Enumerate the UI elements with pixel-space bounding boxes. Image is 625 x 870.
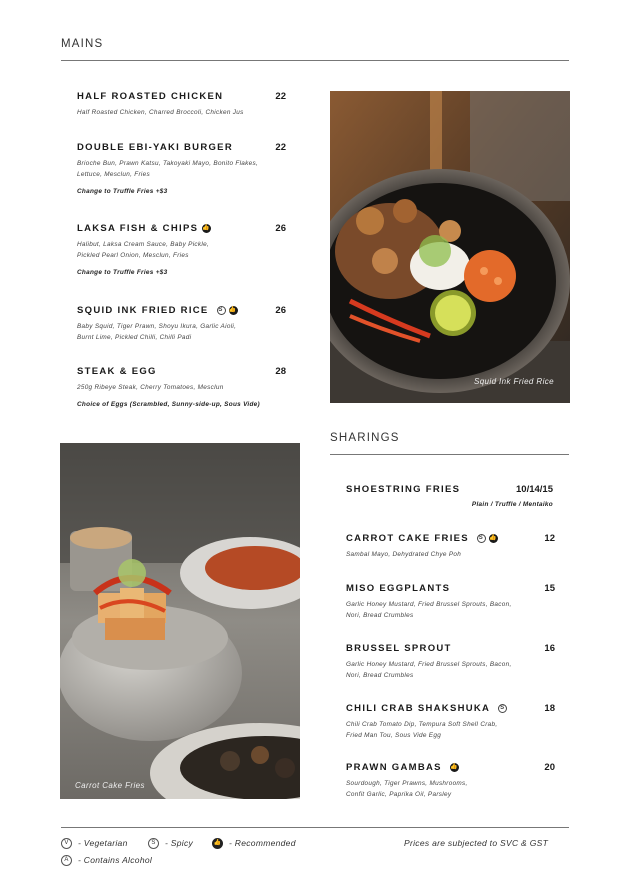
item-desc: Garlic Honey Mustard, Fried Brussel Sprouts, Bacon, Nori, Bread Crumbles: [346, 661, 512, 679]
carrot-cake-photo: [60, 443, 300, 799]
item-note: Change to Truffle Fries +$3: [77, 188, 168, 195]
item-name: DOUBLE EBI-YAKI BURGER: [77, 142, 233, 153]
item-name: STEAK & EGG: [77, 366, 157, 377]
carrot-cake-image: [60, 443, 300, 799]
item-desc: Sambal Mayo, Dehydrated Chye Poh: [346, 551, 462, 558]
item-price: 10/14/15: [516, 484, 553, 495]
legend-vegetarian: V - Vegetarian: [61, 838, 128, 849]
item-name: CHILI CRAB SHAKSHUKA S: [346, 703, 506, 714]
item-desc: Sourdough, Tiger Prawns, Mushrooms, Confit Garlic, Paprika Oil, Parsley: [346, 780, 468, 798]
squid-ink-rice-image: [330, 91, 570, 403]
prices-note: Prices are subjected to SVC & GST: [404, 838, 549, 848]
menu-item: [77, 305, 286, 343]
item-price: 18: [544, 703, 555, 714]
recommended-icon: 👍: [489, 534, 498, 541]
item-desc: Baby Squid, Tiger Prawn, Shoyu Ikura, Garlic Aioli, Burnt Lime, Pickled Chilli, Chilli Padi: [77, 323, 237, 341]
item-name: BRUSSEL SPROUT: [346, 643, 452, 654]
spicy-icon: S: [218, 306, 224, 313]
item-price: 16: [544, 643, 555, 654]
photo-caption: Carrot Cake Fries: [75, 781, 145, 790]
recommended-icon: 👍: [212, 838, 223, 849]
item-price: 22: [275, 91, 286, 102]
legend-spicy: S - Spicy: [148, 838, 193, 849]
item-name: MISO EGGPLANTS: [346, 583, 451, 594]
menu-item: [77, 142, 286, 195]
recommended-icon: 👍: [202, 224, 212, 231]
item-name: HALF ROASTED CHICKEN: [77, 91, 224, 102]
item-price: 28: [275, 366, 286, 377]
mains-rule: [61, 60, 569, 61]
item-price: 15: [544, 583, 555, 594]
alcohol-icon: A: [61, 855, 72, 866]
item-desc: Brioche Bun, Prawn Katsu, Takoyaki Mayo, Bonito Flakes, Lettuce, Mesclun, Fries: [77, 160, 259, 178]
legend-recommended: 👍 - Recommended: [213, 838, 296, 848]
spicy-icon: S: [500, 704, 506, 711]
menu-item: [346, 643, 555, 681]
photo-caption: Squid Ink Fried Rice: [473, 377, 554, 386]
mains-title: MAINS: [61, 38, 104, 50]
recommended-icon: 👍: [228, 306, 238, 313]
footer-rule: [61, 827, 569, 828]
spicy-icon: S: [478, 534, 485, 541]
item-price: 26: [275, 305, 286, 316]
item-price: 12: [544, 533, 555, 544]
spicy-icon: S: [148, 838, 159, 849]
item-note: Choice of Eggs (Scrambled, Sunny-side-up, Sous Vide): [77, 401, 260, 408]
item-desc: Half Roasted Chicken, Charred Broccoli, Chicken Jus: [77, 109, 244, 116]
item-name: LAKSA FISH & CHIPS 👍: [77, 223, 212, 234]
item-name: SQUID INK FRIED RICE S 👍: [77, 305, 238, 316]
menu-item: [346, 484, 553, 508]
item-name: SHOESTRING FRIES: [346, 484, 461, 495]
menu-item: [346, 533, 555, 560]
item-desc: Halibut, Laksa Cream Sauce, Baby Pickle, Pickled Pearl Onion, Mesclun, Fries: [77, 241, 210, 259]
item-price: 20: [544, 762, 555, 773]
item-desc: Chili Crab Tomato Dip, Tempura Soft Shell Crab, Fried Man Tou, Sous Vide Egg: [346, 721, 498, 739]
recommended-icon: 👍: [449, 763, 459, 770]
squid-ink-rice-photo: [330, 91, 570, 403]
menu-item: [77, 366, 286, 408]
menu-item: [346, 762, 555, 800]
vegetarian-icon: V: [61, 838, 72, 849]
item-note: Change to Truffle Fries +$3: [77, 269, 168, 276]
menu-item: [346, 703, 555, 741]
sharings-rule: [330, 454, 569, 455]
item-name: CARROT CAKE FRIES S 👍: [346, 533, 498, 544]
item-price: 26: [275, 223, 286, 234]
menu-item: [77, 223, 286, 276]
menu-item: [77, 91, 286, 118]
item-desc: 250g Ribeye Steak, Cherry Tomatoes, Mesclun: [77, 384, 224, 391]
item-options: Plain / Truffle / Mentaiko: [471, 501, 553, 508]
item-desc: Garlic Honey Mustard, Fried Brussel Sprouts, Bacon, Nori, Bread Crumbles: [346, 601, 512, 619]
menu-item: [346, 583, 555, 621]
sharings-title: SHARINGS: [330, 432, 400, 444]
item-price: 22: [275, 142, 286, 153]
item-name: PRAWN GAMBAS 👍: [346, 762, 459, 773]
legend-alcohol: A - Contains Alcohol: [61, 855, 152, 866]
